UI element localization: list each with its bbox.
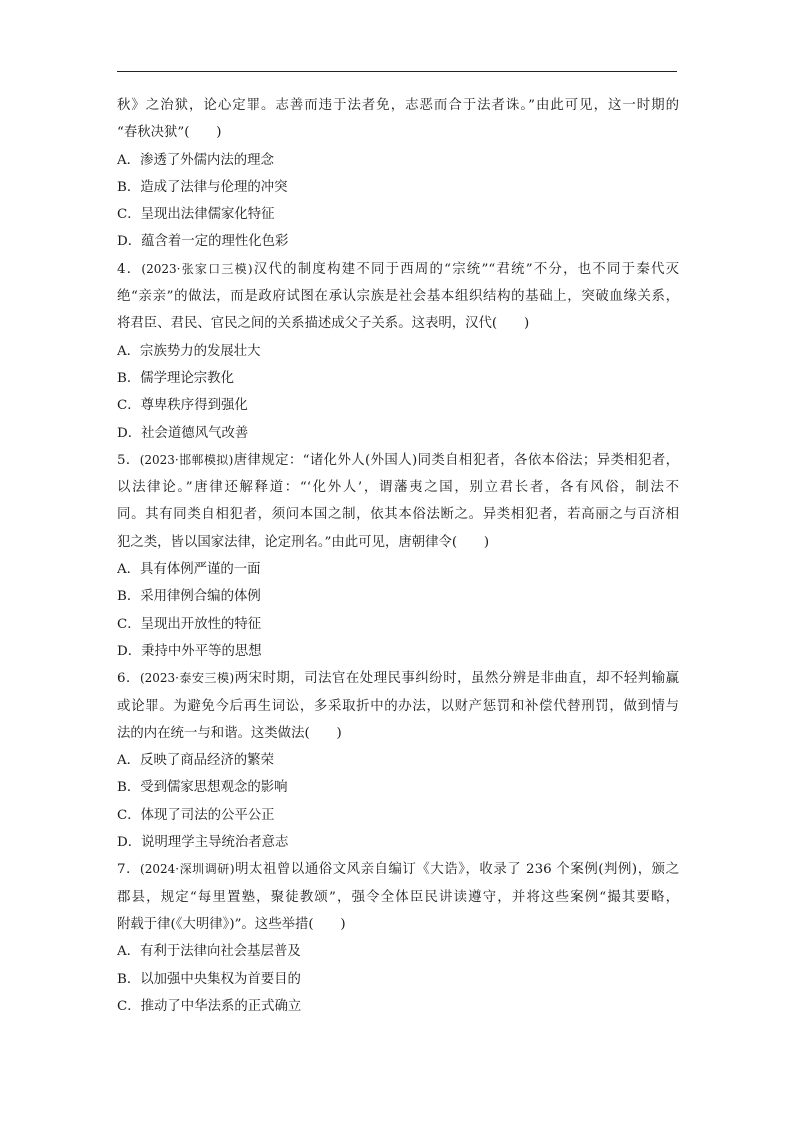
option-b: B．以加强中央集权为首要目的 xyxy=(117,971,301,987)
question-number: 6． xyxy=(117,671,140,687)
option-d: D．秉持中外平等的思想 xyxy=(117,643,262,659)
option-c: C．体现了司法的公平公正 xyxy=(117,807,275,823)
option-b: B．造成了法律与伦理的冲突 xyxy=(117,179,288,195)
question-source: (2023·张家口三模) xyxy=(141,261,253,276)
question-stem-text: 两宋时期，司法官在处理民事纠纷时，虽然分辨是非曲直，却不轻判输赢 xyxy=(234,671,679,687)
question-source: (2024·深圳调研) xyxy=(140,862,235,877)
option-d: D．说明理学主导统治者意志 xyxy=(117,835,289,851)
question-stem-line: 将君臣、君民、官民之间的关系描述成父子关系。这表明，汉代( ) xyxy=(117,316,530,332)
header-rule xyxy=(117,71,677,72)
question-stem-line: 犯之类，皆以国家法律，论定刑名。”由此可见，唐朝律令( ) xyxy=(117,534,490,550)
question-7 xyxy=(117,856,679,1020)
option-d: D．社会道德风气改善 xyxy=(117,425,249,441)
question-stem-line xyxy=(117,256,679,283)
question-stem-line: 郡县，规定“每里置塾，聚徒教颂”，强令全体臣民讲读遵守，并将这些案例“撮其要略， xyxy=(117,889,679,905)
question-stem-text: 汉代的制度构建不同于西周的“宗统”“君统”不分，也不同于秦代灭 xyxy=(252,261,679,277)
option-b: B．采用律例合编的体例 xyxy=(117,589,261,605)
option-b: B．儒学理论宗教化 xyxy=(117,370,234,386)
question-stem-line: 同。其有同类自相犯者，须问本国之制，依其本俗法断之。异类相犯者，若高丽之与百济相 xyxy=(117,507,679,523)
option-c: C．呈现出开放性的特征 xyxy=(117,616,262,632)
question-3-continuation xyxy=(117,92,679,256)
question-stem-line: “春秋决狱”( ) xyxy=(117,125,222,141)
option-c: C．推动了中华法系的正式确立 xyxy=(117,998,302,1014)
question-content xyxy=(117,92,679,1020)
question-stem-text: 明太祖曾以通俗文风亲自编订《大诰》，收录了 236 个案例(判例)，颁之 xyxy=(234,862,679,878)
question-source: (2023·邯郸模拟) xyxy=(139,452,234,467)
question-stem-line xyxy=(117,447,679,474)
option-a: A．宗族势力的发展壮大 xyxy=(117,343,261,359)
question-stem-line: 秋》之治狱，论心定罪。志善而违于法者免，志恶而合于法者诛。”由此可见，这一时期的 xyxy=(117,98,679,113)
question-stem-line xyxy=(117,665,679,692)
option-a: A．具有体例严谨的一面 xyxy=(117,562,261,578)
question-stem-line: 绝“亲亲”的做法，而是政府试图在承认宗族是社会基本组织结构的基础上，突破血缘关系， xyxy=(117,289,679,305)
option-a: A．有利于法律向社会基层普及 xyxy=(117,944,301,960)
question-4 xyxy=(117,256,679,447)
question-number: 5． xyxy=(117,452,140,468)
option-d: D．蕴含着一定的理性化色彩 xyxy=(117,234,289,250)
option-a: A．渗透了外儒内法的理念 xyxy=(117,152,274,168)
question-5 xyxy=(117,447,679,665)
question-source: (2023·泰安三模) xyxy=(139,671,235,686)
question-stem-line: 法的内在统一与和谐。这类做法( ) xyxy=(117,725,342,741)
option-c: C．呈现出法律儒家化特征 xyxy=(117,207,275,223)
question-6 xyxy=(117,665,679,856)
option-a: A．反映了商品经济的繁荣 xyxy=(117,753,274,769)
question-stem-text: 唐律规定：“诸化外人(外国人)同类自相犯者，各依本俗法；异类相犯者， xyxy=(233,452,679,468)
question-stem-line: 或论罪。为避免今后再生词讼，多采取折中的办法，以财产惩罚和补偿代替刑罚，做到情与 xyxy=(117,698,679,714)
question-stem-line: 附载于律(《大明律》)”。这些举措( ) xyxy=(117,916,346,932)
question-stem-line: 以法律论。”唐律还解释道：“‘化外人’，谓藩夷之国，别立君长者，各有风俗，制法不 xyxy=(117,480,679,496)
question-number: 4． xyxy=(117,261,142,277)
option-b: B．受到儒家思想观念的影响 xyxy=(117,780,288,796)
option-c: C．尊卑秩序得到强化 xyxy=(117,398,248,414)
question-number: 7． xyxy=(117,862,141,878)
question-stem-line xyxy=(117,856,679,883)
